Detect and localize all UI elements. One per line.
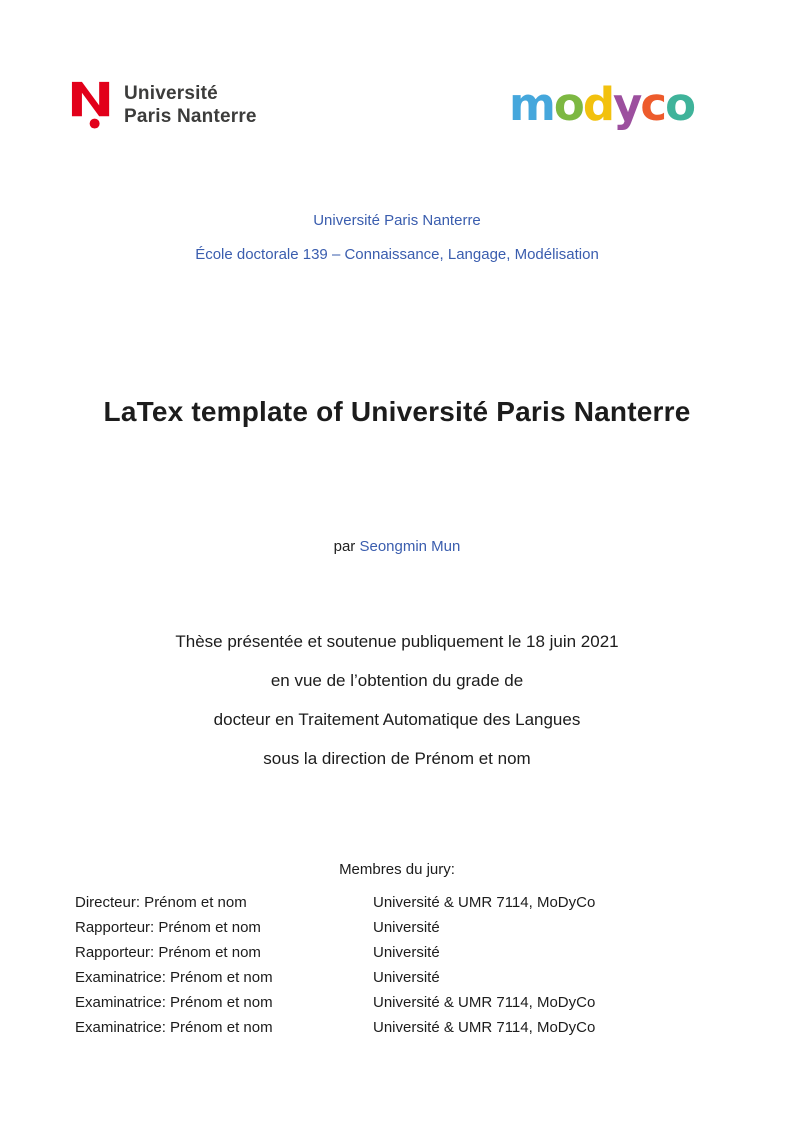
jury-role-name: Directeur: Prénom et nom [75,894,247,911]
jury-role-name: Rapporteur: Prénom et nom [75,919,261,936]
jury-row [75,965,719,990]
jury-affiliation: Université [373,944,440,961]
author-name: Seongmin Mun [359,538,461,555]
thesis-line-defense: Thèse présentée et soutenue publiquement le 18 juin 2021 [175,632,619,651]
universite-paris-nanterre-logo [70,80,257,129]
jury-role-name: Examinatrice: Prénom et nom [75,969,273,986]
page-title: LaTex template of Université Paris Nanterre [103,395,691,427]
jury-affiliation: Université [373,969,440,986]
upn-n-shape [72,82,109,116]
jury-row [75,890,719,915]
jury-role-name: Rapporteur: Prénom et nom [75,944,261,961]
logo-row [70,80,706,129]
jury-role-name: Examinatrice: Prénom et nom [75,994,273,1011]
modyco-letter: d [582,78,614,131]
thesis-line-supervisor: sous la direction de Prénom et nom [263,749,531,768]
thesis-statement [0,633,794,789]
thesis-line-degree: docteur en Traitement Automatique des Langues [213,710,581,729]
upn-n-mark-icon [70,80,112,129]
jury-affiliation: Université & UMR 7114, MoDyCo [373,894,596,911]
modyco-letter: y [613,78,641,131]
upn-dot [90,119,100,129]
author-line [0,538,794,555]
modyco-letter: c [640,78,666,131]
jury-row [75,990,719,1015]
jury-affiliation: Université [373,919,440,936]
jury-role-name: Examinatrice: Prénom et nom [75,1019,273,1036]
author-prefix: par [333,538,356,555]
jury-affiliation: Université & UMR 7114, MoDyCo [373,1019,596,1036]
affiliation-doctoral-school: École doctorale 139 – Connaissance, Langage, Modélisation [195,246,599,263]
modyco-letter: m [509,78,554,131]
jury-row [75,915,719,940]
thesis-line-purpose: en vue de l’obtention du grade de [270,671,524,690]
jury-heading: Membres du jury: [339,861,455,878]
affiliation-university: Université Paris Nanterre [313,212,481,229]
affiliation-block [0,212,794,263]
jury-table [75,890,719,1040]
upn-logo-text [124,82,257,128]
jury-row [75,1015,719,1040]
upn-logo-line2: Paris Nanterre [124,105,257,127]
upn-logo-line1: Université [124,82,218,104]
modyco-letter: o [665,78,694,131]
modyco-letter: o [553,78,583,131]
jury-affiliation: Université & UMR 7114, MoDyCo [373,994,596,1011]
modyco-logo [509,78,706,131]
jury-row [75,940,719,965]
